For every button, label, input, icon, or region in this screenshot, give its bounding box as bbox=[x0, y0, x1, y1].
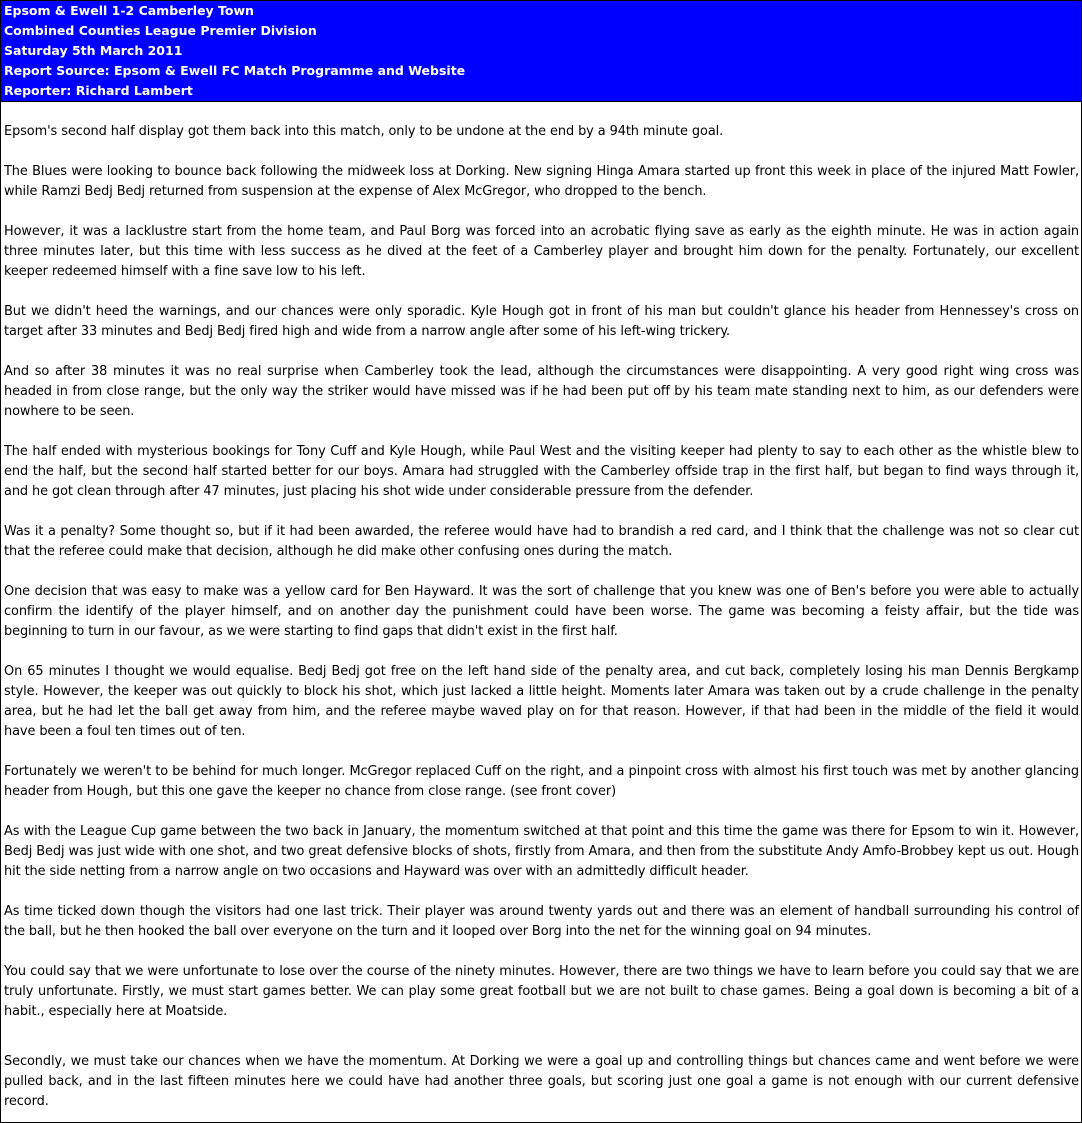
report-paragraph-3: However, it was a lacklustre start from the home team, and Paul Borg was forced into an acrobatic flying save as early as the eighth minute. He was in action again three minutes later, but this time with less success as he dived at the feet of a Camberley player and brought him down for the penalty. Fortunately, our excellent keeper redeemed himself with a fine save low to his left. bbox=[4, 224, 1079, 279]
reporter-name: Reporter: Richard Lambert bbox=[4, 83, 193, 98]
report-paragraph-5: And so after 38 minutes it was no real surprise when Camberley took the lead, although the circumstances were disappointing. A very good right wing cross was headed in from close range, but the only way the striker would have missed was if he had been put off by his team mate standing next to him, as our defenders were nowhere to be seen. bbox=[4, 364, 1079, 419]
report-body bbox=[1, 102, 1081, 1112]
report-paragraph-8: One decision that was easy to make was a yellow card for Ben Hayward. It was the sort of challenge that you knew was one of Ben's before you were able to actually confirm the identify of the player himself, and on another day the punishment could have been worse. The game was becoming a feisty affair, but the tide was beginning to turn in our favour, as we were starting to find gaps that didn't exist in the first half. bbox=[4, 584, 1079, 639]
match-date: Saturday 5th March 2011 bbox=[4, 43, 183, 58]
report-paragraph-1: Epsom's second half display got them back into this match, only to be undone at the end by a 94th minute goal. bbox=[4, 124, 724, 139]
report-paragraph-11: As with the League Cup game between the two back in January, the momentum switched at that point and this time the game was there for Epsom to win it. However, Bedj Bedj was just wide with one shot, and two great defensive blocks of shots, firstly from Amara, and then from the substitute Andy Amfo-Brobbey kept us out. Hough hit the side netting from a narrow angle on two occasions and Hayward was over with an admittedly difficult header. bbox=[4, 824, 1079, 879]
match-title: Epsom & Ewell 1-2 Camberley Town bbox=[4, 3, 254, 18]
competition-name: Combined Counties League Premier Division bbox=[4, 23, 317, 38]
report-source: Report Source: Epsom & Ewell FC Match Programme and Website bbox=[4, 63, 466, 78]
report-paragraph-10: Fortunately we weren't to be behind for much longer. McGregor replaced Cuff on the right, and a pinpoint cross with almost his first touch was met by another glancing header from Hough, but this one gave the keeper no chance from close range. (see front cover) bbox=[4, 764, 1079, 799]
report-paragraph-2: The Blues were looking to bounce back following the midweek loss at Dorking. New signing Hinga Amara started up front this week in place of the injured Matt Fowler, while Ramzi Bedj Bedj returned from suspension at the expense of Alex McGregor, who dropped to the bench. bbox=[4, 164, 1079, 199]
report-paragraph-6: The half ended with mysterious bookings for Tony Cuff and Kyle Hough, while Paul West and the visiting keeper had plenty to say to each other as the whistle blew to end the half, but the second half started better for our boys. Amara had struggled with the Camberley offside trap in the first half, but began to find ways through it, and he got clean through after 47 minutes, just placing his shot wide under considerable pressure from the defender. bbox=[4, 444, 1079, 499]
report-paragraph-14: Secondly, we must take our chances when we have the momentum. At Dorking we were a goal up and controlling things but chances came and went before we were pulled back, and in the last fifteen minutes here we could have had another three goals, but scoring just one goal a game is not enough with our current defensive record. bbox=[4, 1054, 1079, 1109]
report-paragraph-12: As time ticked down though the visitors had one last trick. Their player was around twenty yards out and there was an element of handball surrounding his control of the ball, but he then hooked the ball over everyone on the turn and it looped over Borg into the net for the winning goal on 94 minutes. bbox=[4, 904, 1079, 939]
report-paragraph-13: You could say that we were unfortunate to lose over the course of the ninety minutes. However, there are two things we have to learn before you could say that we are truly unfortunate. Firstly, we must start games better. We can play some great football but we are not built to chase games. Being a goal down is becoming a bit of a habit., especially here at Moatside. bbox=[4, 964, 1079, 1019]
report-header bbox=[1, 1, 1081, 102]
report-paragraph-4: But we didn't heed the warnings, and our chances were only sporadic. Kyle Hough got in front of his man but couldn't glance his header from Hennessey's cross on target after 33 minutes and Bedj Bedj fired high and wide from a narrow angle after some of his left-wing trickery. bbox=[4, 304, 1079, 339]
report-paragraph-9: On 65 minutes I thought we would equalise. Bedj Bedj got free on the left hand side of the penalty area, and cut back, completely losing his man Dennis Bergkamp style. However, the keeper was out quickly to block his shot, which just lacked a little height. Moments later Amara was taken out by a crude challenge in the penalty area, but he had let the ball get away from him, and the referee maybe waved play on for that reason. However, if that had been in the middle of the field it would have been a foul ten times out of ten. bbox=[4, 664, 1079, 739]
report-paragraph-7: Was it a penalty? Some thought so, but if it had been awarded, the referee would have had to brandish a red card, and I think that the challenge was not so clear cut that the referee could make that decision, although he did make other confusing ones during the match. bbox=[4, 524, 1079, 559]
